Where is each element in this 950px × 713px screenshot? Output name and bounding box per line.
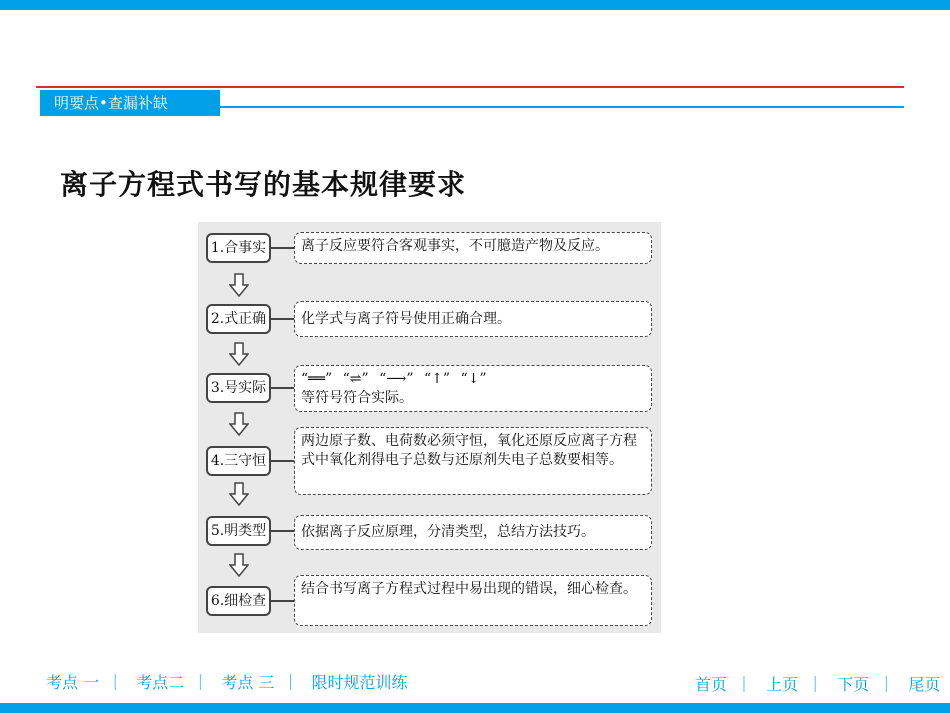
step-4-box: 4.三守恒	[206, 446, 271, 476]
nav-training[interactable]: 限时规范训练	[311, 673, 408, 692]
step-3-box: 3.号实际	[206, 373, 271, 403]
divider: ｜	[807, 675, 824, 694]
step-3-desc	[294, 365, 652, 412]
section-tag: 明要点•查漏补缺	[40, 90, 220, 116]
reversible-symbol: “⇌”	[342, 371, 369, 387]
down-arrow-icon	[229, 412, 249, 436]
nav-first-page[interactable]: 首页	[695, 675, 728, 694]
bottom-accent-bar	[0, 703, 950, 713]
footer-nav-left	[46, 670, 416, 693]
divider: ｜	[282, 673, 299, 692]
reaction-symbols	[301, 370, 645, 389]
divider: ｜	[878, 675, 895, 694]
step-2-box: 2.式正确	[206, 304, 271, 334]
nav-kaodian-2[interactable]: 考点二	[136, 673, 185, 692]
nav-kaodian-3[interactable]: 考点 三	[221, 673, 275, 692]
gas-up-symbol: “↑”	[423, 371, 451, 387]
step-1-desc: 离子反应要符合客观事实，不可臆造产物及反应。	[294, 232, 652, 264]
page-title: 离子方程式书写的基本规律要求	[60, 168, 467, 201]
step-5-connector	[271, 530, 294, 532]
step-6-connector	[271, 600, 294, 602]
step-4-desc: 两边原子数、电荷数必须守恒，氧化还原反应离子方程式中氧化剂得电子总数与还原剂失电子总数要相等。	[294, 427, 652, 495]
step-1-box: 1.合事实	[206, 233, 271, 263]
step-2-connector	[271, 318, 294, 320]
divider: ｜	[192, 673, 209, 692]
step-3-connector	[271, 387, 294, 389]
step-2-desc: 化学式与离子符号使用正确合理。	[294, 301, 652, 337]
step-5-box: 5.明类型	[206, 516, 271, 546]
step-3-desc-text: 等符号符合实际。	[301, 390, 413, 406]
divider: ｜	[736, 675, 753, 694]
down-arrow-icon	[229, 553, 249, 577]
step-5-desc: 依据离子反应原理，分清类型，总结方法技巧。	[294, 515, 652, 550]
divider: ｜	[107, 673, 124, 692]
down-arrow-icon	[229, 482, 249, 506]
header-rule-red	[36, 86, 904, 88]
top-accent-bar	[0, 0, 950, 10]
precipitate-down-symbol: “↓”	[460, 371, 487, 387]
arrow-symbol: “⟶”	[379, 371, 414, 387]
flowchart-panel	[198, 222, 661, 633]
nav-prev-page[interactable]: 上页	[766, 675, 799, 694]
down-arrow-icon	[229, 342, 249, 366]
step-6-box: 6.细检查	[206, 586, 271, 616]
down-arrow-icon	[229, 273, 249, 297]
step-1-connector	[271, 247, 294, 249]
footer-nav-right	[695, 672, 949, 695]
nav-next-page[interactable]: 下页	[837, 675, 870, 694]
step-4-connector	[271, 460, 294, 462]
nav-last-page[interactable]: 尾页	[908, 675, 941, 694]
step-6-desc: 结合书写离子方程式过程中易出现的错误，细心检查。	[294, 575, 652, 626]
equals-symbol: “══”	[301, 371, 333, 387]
header-rule-blue	[220, 106, 904, 108]
nav-kaodian-1[interactable]: 考点 一	[46, 673, 100, 692]
